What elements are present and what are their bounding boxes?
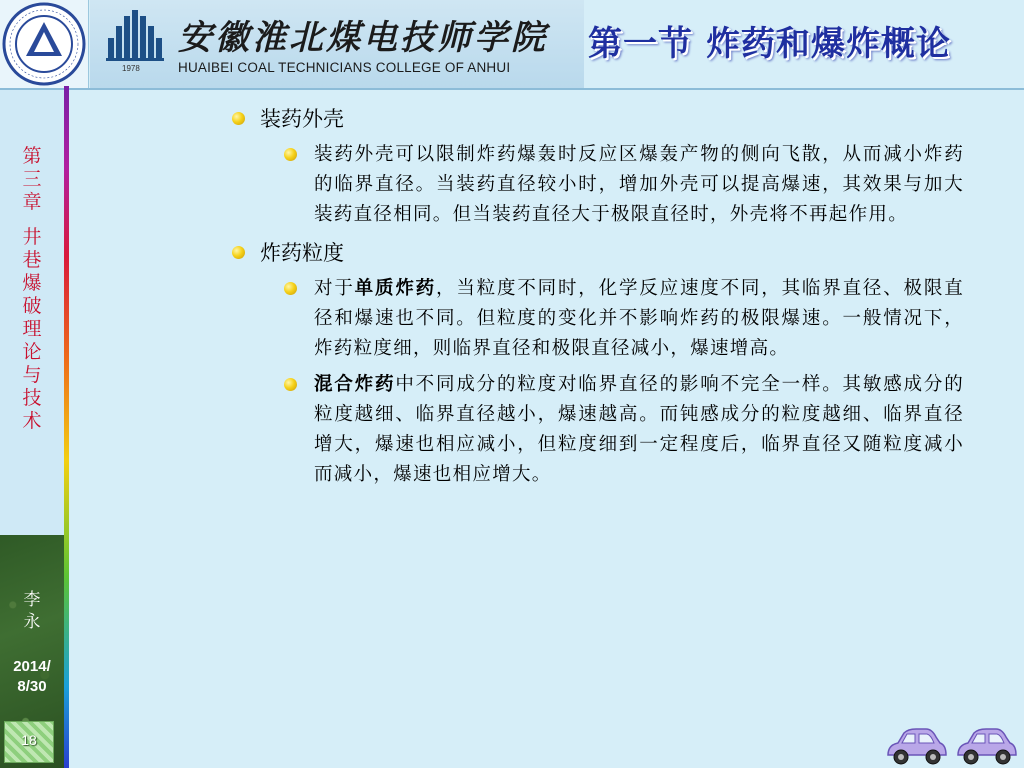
chapter-title-char: 巷: [22, 249, 42, 271]
chapter-char: 三: [22, 168, 42, 190]
chapter-char: 章: [22, 191, 42, 213]
date-line: 2014/: [13, 658, 51, 675]
slide-date: [0, 657, 64, 697]
author-panel: [0, 535, 64, 768]
paragraph-emphasis: 单质炸药: [354, 278, 436, 299]
chapter-title-char: 爆: [22, 272, 42, 294]
chapter-char: 第: [22, 145, 42, 167]
chapter-title-char: 井: [22, 226, 42, 248]
rainbow-divider: [64, 86, 69, 768]
paragraph-text: 中不同成分的粒度对临界直径的影响不完全一样。其敏感成分的粒度越细、临界直径越小，爆速越高。而钝感成分的粒度越细、临界直径增大，爆速也相应减小，但粒度细到一定程度后，临界直径又随粒度减小而减小，爆速也相应增大。: [314, 374, 965, 485]
header-divider: [0, 88, 1024, 90]
paragraph-emphasis: 混合炸药: [314, 374, 396, 395]
next-slide-button[interactable]: [956, 725, 1022, 768]
bullet-heading-granularity: [232, 236, 1012, 270]
previous-slide-button[interactable]: [882, 725, 948, 768]
paragraph-single-explosive: [284, 274, 964, 364]
bullet-icon: [284, 378, 297, 391]
college-name-english: HUAIBEI COAL TECHNICIANS COLLEGE OF ANHUI: [178, 60, 511, 75]
chapter-label: [0, 145, 64, 433]
header: [0, 0, 1024, 90]
paragraph-mixed-explosive: [284, 370, 964, 490]
paragraph-prefix: 对于: [314, 278, 355, 299]
bullet-icon: [284, 148, 297, 161]
slide-content: [232, 100, 1012, 496]
car-icon: [956, 725, 1022, 768]
college-seal-logo: [0, 0, 89, 88]
chapter-title-char: 术: [22, 410, 42, 432]
chapter-title-char: 技: [22, 387, 42, 409]
college-banner: [90, 0, 584, 88]
paragraph-text: 装药外壳可以限制炸药爆轰时反应区爆轰产物的侧向飞散，从而减小炸药的临界直径。当装药直径较小时，增加外壳可以提高爆速，其效果与加大装药直径相同。但当装药直径大于极限直径时，外壳将不再起作用。: [314, 144, 964, 225]
paragraph-text: ，当粒度不同时，化学反应速度不同，其临界直径、极限直径和爆速也不同。但粒度的变化并不影响炸药的极限爆速。一般情况下，炸药粒度细，则临界直径和极限直径减小，爆速增高。: [314, 278, 965, 359]
chapter-title-char: 论: [22, 341, 42, 363]
heading-text: 装药外壳: [260, 107, 344, 131]
author-char: 李: [23, 590, 41, 610]
founding-year: 1978: [122, 64, 140, 73]
slide-title: 第一节 炸药和爆炸概论: [588, 24, 951, 64]
left-sidebar: [0, 90, 64, 768]
author-name: [0, 589, 64, 633]
page-number: 18: [21, 732, 37, 748]
chapter-title-char: 理: [22, 318, 42, 340]
author-char: 永: [23, 612, 41, 632]
bullet-icon: [232, 246, 245, 259]
chapter-title-char: 与: [22, 364, 42, 386]
paragraph-shell: [284, 140, 964, 230]
bullet-heading-shell: [232, 102, 1012, 136]
page-number-box: [4, 721, 54, 763]
college-name-calligraphy: 安徽淮北煤电技师学院: [178, 18, 548, 58]
date-line: 8/30: [17, 678, 47, 695]
heading-text: 炸药粒度: [260, 241, 344, 265]
car-icon: [882, 725, 948, 768]
college-building-logo: [104, 8, 166, 66]
bullet-icon: [284, 282, 297, 295]
chapter-title-char: 破: [22, 295, 42, 317]
bullet-icon: [232, 112, 245, 125]
